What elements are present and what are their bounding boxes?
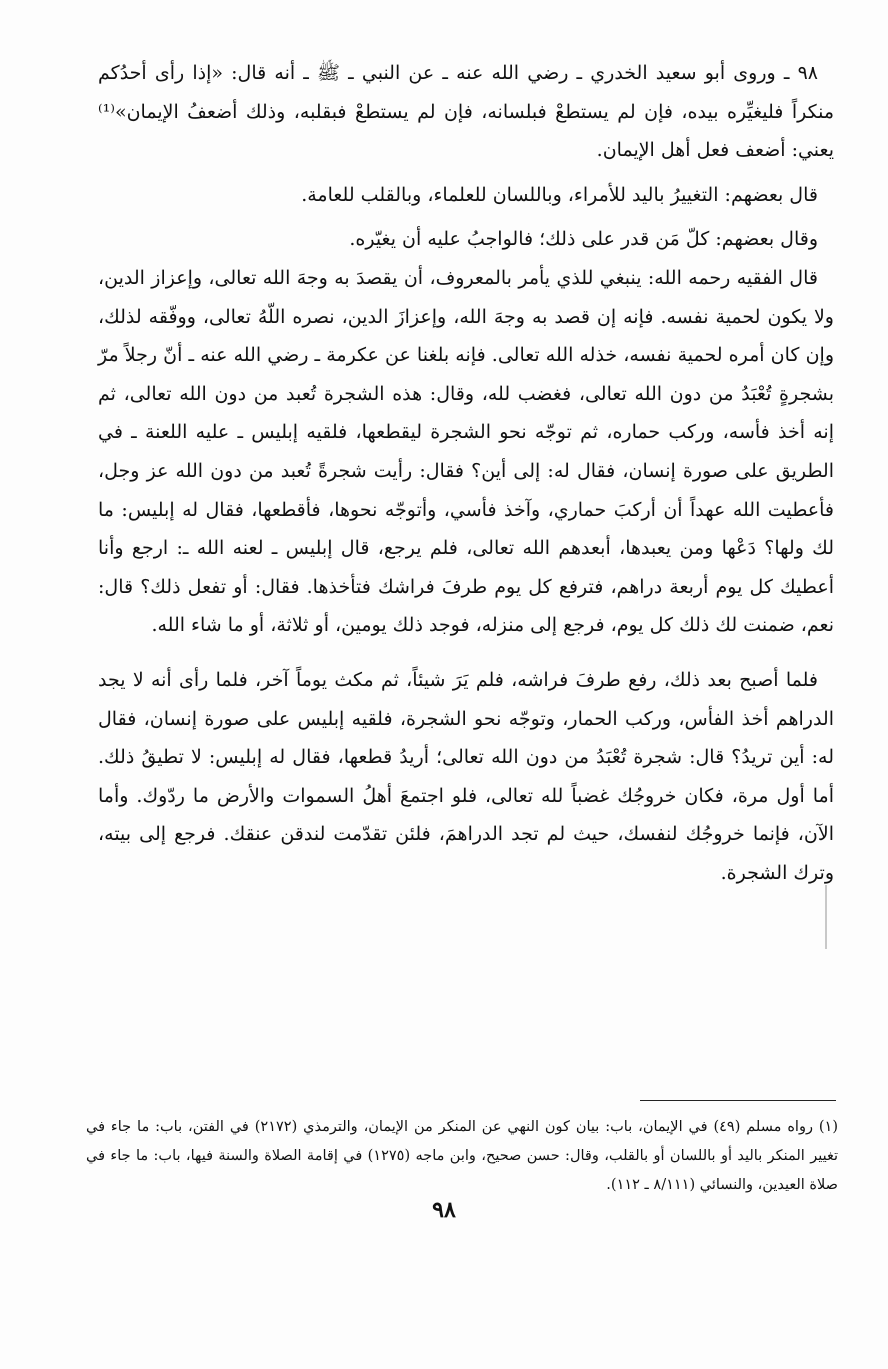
footnote-1: (١) رواه مسلم (٤٩) في الإيمان، باب: بيان كون النهي عن المنكر من الإيمان، والترمذي (٢١٧٢) في الفتن، باب: ما جاء في تغيير المنكر باليد أو باللسان أو بالقلب، وقال: حسن صحيح، وابن ماجه (١٢٧٥) في إقامة الصلاة والسنة فيها، باب: ما جاء في صلاة العيدين، والنسائي (٨/١١١ ـ ١١٢).	[86, 1119, 838, 1193]
story-continuation-paragraph: فلما أصبح بعد ذلك، رفع طرفَ فراشه، فلم يَرَ شيئاً، ثم مكث يوماً آخر، فلما رأى أنه لا يجد الدراهم أخذ الفأس، وركب الحمار، وتوجّه نحو الشجرة، فلقيه إبليس على صورة إنسان، فقال له: أين تريدُ؟ قال: شجرة تُعْبَدُ من دون الله تعالى؛ أريدُ قطعها، فقال له إبليس: لا تطيقُ ذلك. أما أول مرة، فكان خروجُك غضباً لله تعالى، فلو اجتمعَ أهلُ السموات والأرض ما ردّوك. وأما الآن، فإنما خروجُك لنفسك، حيث لم تجد الدراهمَ، فلئن تقدّمت لندقن عنقك. فرجع إلى بيته، وترك الشجرة.	[98, 668, 834, 884]
scan-artifact	[825, 885, 827, 949]
footnote-divider	[640, 1100, 836, 1101]
main-text	[98, 54, 834, 892]
faqih-paragraph: قال الفقيه رحمه الله: ينبغي للذي يأمر بالمعروف، أن يقصدَ به وجهَ الله تعالى، وإعزاز الدين، ولا يكون لحمية نفسه. فإنه إن قصد به وجهَ الله، وإعزازَ الدين، نصره اللّهُ تعالى، ووفّقه لذلك، وإن كان أمره لحمية نفسه، خذله الله تعالى. فإنه بلغنا عن عكرمة ـ رضي الله عنه ـ أنّ رجلاً مرّ بشجرةٍ تُعْبَدُ من دون الله تعالى، فغضب لله، وقال: هذه الشجرة تُعبد من دون الله تعالى، ثم إنه أخذ فأسه، وركب حماره، ثم توجّه نحو الشجرة ليقطعها، فلقيه إبليس ـ عليه اللعنة ـ في الطريق على صورة إنسان، فقال له: إلى أين؟ فقال: رأيت شجرةً تُعبد من دون الله عز وجل، فأعطيت الله عهداً أن أركبَ حماري، وآخذ فأسي، وأتوجّه نحوها، فأقطعها، فقال له إبليس: ما لك ولها؟ دَعْها ومن يعبدها، أبعدهم الله تعالى، فلم يرجع، قال إبليس ـ لعنه الله ـ: ارجع وأنا أعطيك كل يوم أربعة دراهم، فترفع كل يوم طرفَ فراشك فتأخذها. فقال: أو تفعل ذلك؟ قال: نعم، ضمنت لك ذلك كل يوم، فرجع إلى منزله، فوجد ذلك يومين، أو ثلاثة، أو ما شاء الله.	[98, 266, 834, 637]
opinion-paragraph-1: قال بعضهم: التغييرُ باليد للأمراء، وباللسان للعلماء، وبالقلب للعامة.	[301, 183, 818, 206]
footnotes	[86, 1113, 838, 1200]
page-number: ٩٨	[432, 1197, 456, 1223]
opinion-paragraph-2: وقال بعضهم: كلّ مَن قدر على ذلك؛ فالواجبُ عليه أن يغيّره.	[349, 228, 818, 251]
hadith-paragraph: ٩٨ ـ وروى أبو سعيد الخدري ـ رضي الله عنه ـ عن النبي ـ ﷺ ـ أنه قال: «إذا رأى أحدُكم منكراً فليغيِّره بيده، فإن لم يستطعْ فبلسانه، فإن لم يستطعْ فبقلبه، وذلك أضعفُ الإيمان»⁽¹⁾ يعني: أضعف فعل أهل الإيمان.	[98, 62, 834, 162]
